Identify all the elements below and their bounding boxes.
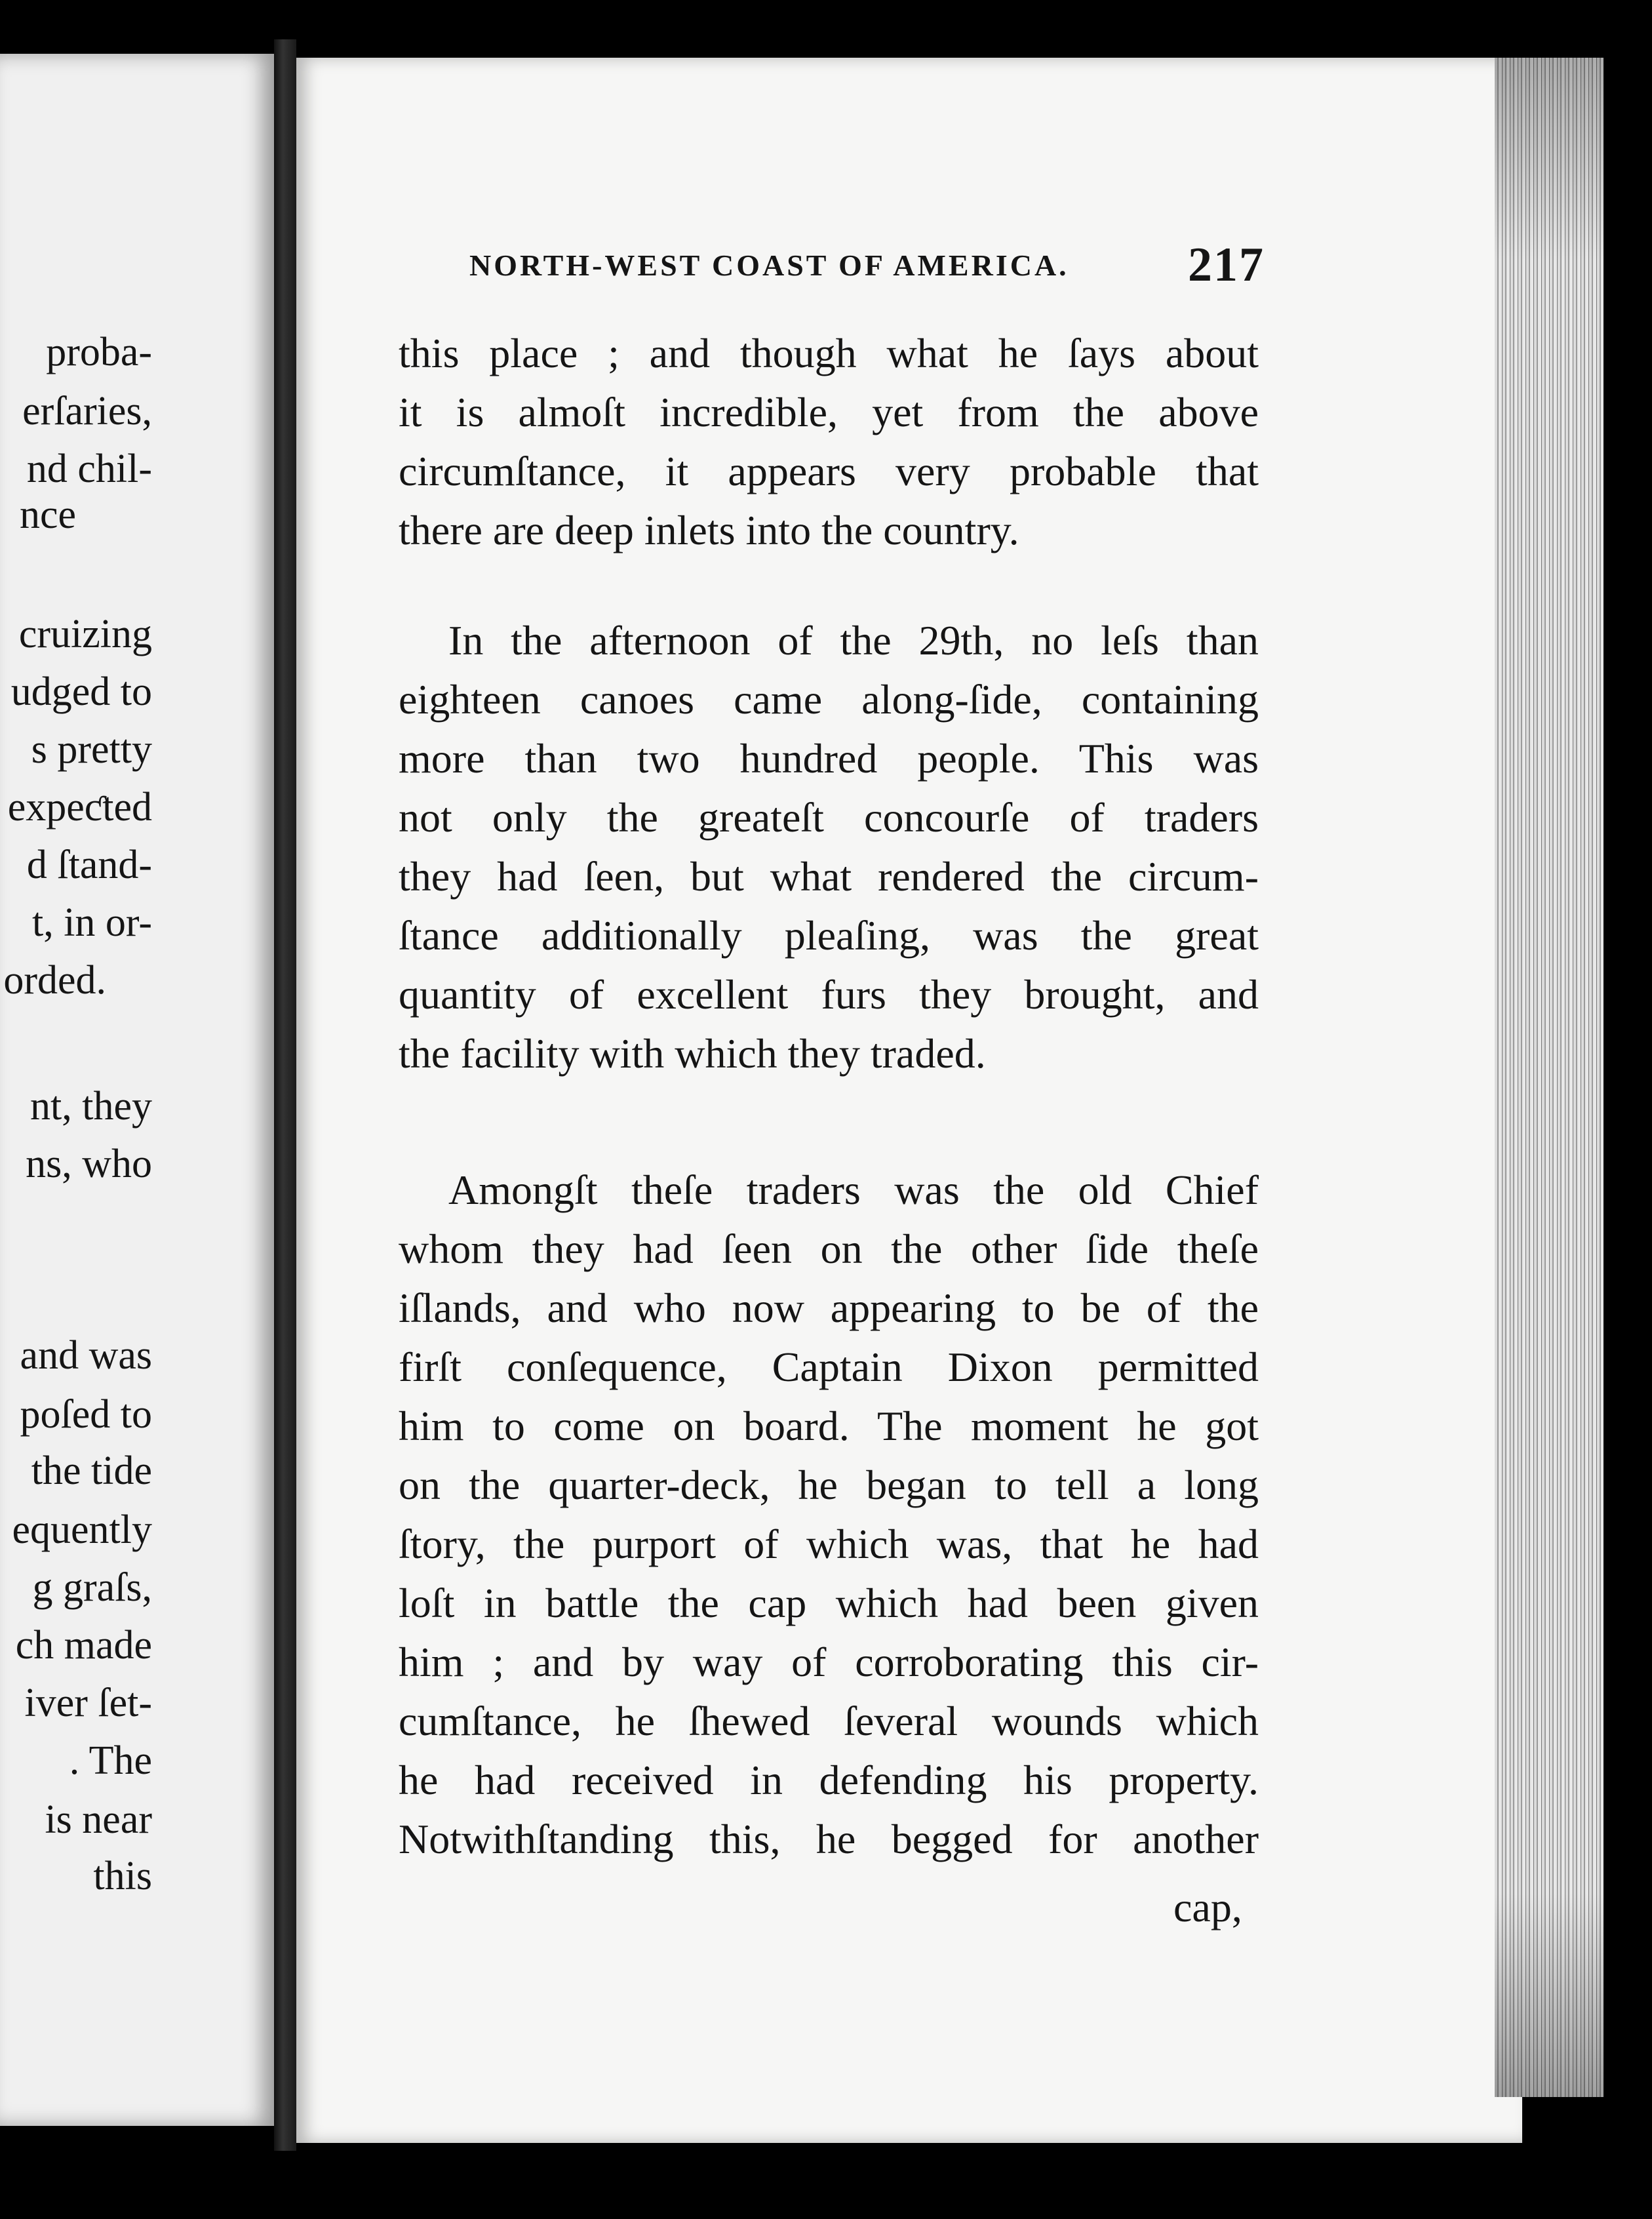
left-page-line: orded.: [3, 958, 106, 1003]
text-line: Amongſt theſe traders was the old Chief: [448, 1167, 1259, 1213]
text-line: In the afternoon of the 29th, no leſs than: [448, 617, 1259, 664]
left-page-line: proba-: [46, 330, 152, 374]
left-page-line: and was: [20, 1333, 152, 1378]
previous-page: [0, 54, 274, 2126]
text-line: not only the greateſt concourſe of traders: [399, 794, 1259, 841]
body-text: [399, 324, 1259, 1869]
left-page-line: iver ſet-: [24, 1681, 152, 1725]
book-gutter: [274, 39, 296, 2151]
left-page-line: s pretty: [31, 727, 152, 772]
text-line: the facility with which they traded.: [399, 1030, 986, 1077]
text-line: ſtory, the purport of which was, that he had: [399, 1521, 1259, 1567]
text-line: it is almoſt incredible, yet from the above: [399, 389, 1259, 435]
text-line: more than two hundred people. This was: [399, 735, 1259, 782]
left-page-line: g graſs,: [32, 1565, 152, 1610]
text-line: he had received in defending his property.: [399, 1757, 1259, 1803]
left-page-line: ns, who: [26, 1142, 152, 1186]
left-page-line: ch made: [15, 1623, 152, 1668]
left-page-line: expeƈted: [7, 785, 152, 830]
left-page-line: t, in or-: [31, 900, 152, 945]
page-edges: [1495, 58, 1603, 2097]
left-page-line: cruizing: [18, 612, 152, 656]
text-line: Notwithſtanding this, he begged for another: [399, 1816, 1259, 1862]
text-line: cumſtance, he ſhewed ſeveral wounds which: [399, 1698, 1259, 1744]
left-page-line: is near: [45, 1797, 152, 1842]
text-line: him to come on board. The moment he got: [399, 1403, 1259, 1449]
text-line: this place ; and though what he ſays about: [399, 330, 1259, 376]
text-line: there are deep inlets into the country.: [399, 507, 1019, 553]
catchword: cap,: [1173, 1884, 1242, 1930]
left-page-line: erſaries,: [22, 389, 152, 433]
text-line: quantity of excellent furs they brought, and: [399, 971, 1259, 1018]
left-page-line: . The: [69, 1738, 152, 1783]
text-line: loſt in battle the cap which had been given: [399, 1580, 1259, 1626]
left-page-line: this: [93, 1854, 152, 1898]
text-line: circumſtance, it appears very probable that: [399, 448, 1259, 494]
left-page-line: udged to: [10, 670, 152, 714]
page-number: 217: [1188, 238, 1265, 292]
text-line: they had ſeen, but what rendered the circum-: [399, 853, 1259, 900]
text-line: him ; and by way of corroborating this cir-: [399, 1639, 1259, 1685]
text-line: ſtance additionally pleaſing, was the great: [399, 912, 1259, 959]
text-line: on the quarter-deck, he began to tell a long: [399, 1462, 1259, 1508]
running-head: [469, 241, 1236, 287]
left-page-line: poſed to: [20, 1392, 152, 1437]
text-line: whom they had ſeen on the other ſide theſe: [399, 1226, 1259, 1272]
left-page-line: the tide: [31, 1449, 152, 1493]
left-page-line: equently: [12, 1508, 152, 1552]
left-page-line: nd chil-: [26, 447, 152, 491]
text-line: eighteen canoes came along-ſide, containing: [399, 676, 1259, 723]
text-line: firſt conſequence, Captain Dixon permitted: [399, 1344, 1259, 1390]
left-page-line: nce: [19, 492, 76, 537]
left-page-line: d ſtand-: [26, 843, 152, 887]
running-title: NORTH-WEST COAST OF AMERICA.: [469, 249, 1069, 282]
text-line: iſlands, and who now appearing to be of the: [399, 1285, 1259, 1331]
left-page-line: nt, they: [30, 1084, 152, 1129]
